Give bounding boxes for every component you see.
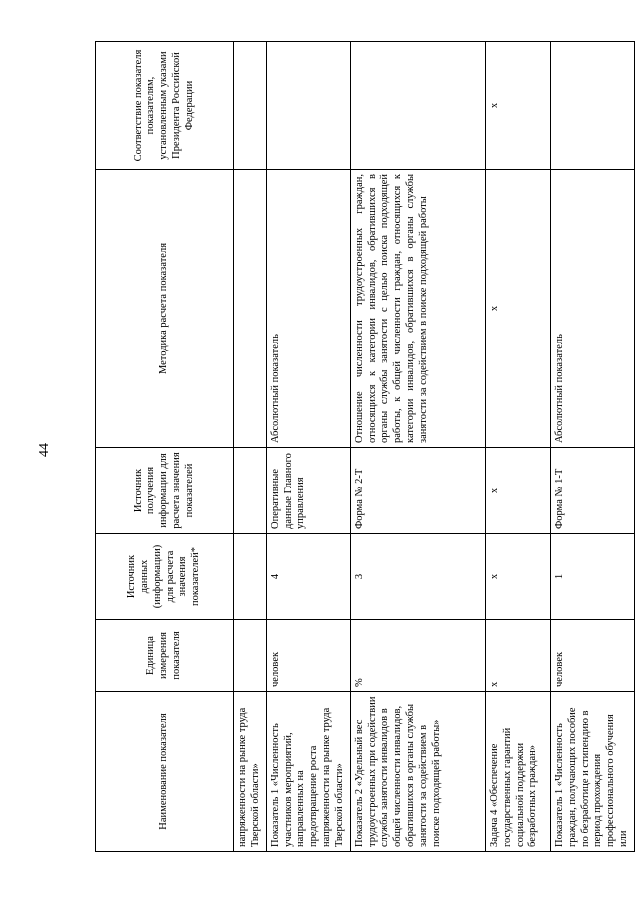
cell-source-info — [234, 448, 267, 534]
cell-method: Отношение численности трудоустроенных граждан, относящихся к категории инвалидов, обратившихся в органы службы занятости с целью поиска подходящей работы, к общей численности граждан, относящихся к категории инвалидов, обратившихся в органы службы занятости за содействием в поиске подходящей работы — [350, 170, 485, 448]
table-row — [266, 42, 350, 852]
cell-compliance — [234, 42, 267, 170]
cell-method — [234, 170, 267, 448]
cell-compliance — [350, 42, 485, 170]
cell-compliance: х — [485, 42, 550, 170]
cell-name: напряженности на рынке труда Тверской области» — [234, 692, 267, 852]
cell-source-info: Оперативные данные Главного управления — [266, 448, 350, 534]
header-compliance: Соответствие показателя показателям, установленным указами Президента Российской Федерации — [96, 42, 234, 170]
header-name: Наименование показателя — [96, 692, 234, 852]
rotated-table-frame — [95, 42, 635, 852]
cell-unit: % — [350, 620, 485, 692]
header-source-info: Источник получения информации для расчета значения показателей — [96, 448, 234, 534]
header-source-calc: Источник данных (информации) для расчета значения показателей* — [96, 534, 234, 620]
cell-source-calc: х — [485, 534, 550, 620]
cell-name: Показатель 1 «Численность участников мероприятий, направленных на предотвращение роста напряженности на рынке труда Тверской области» — [266, 692, 350, 852]
cell-method: Абсолютный показатель — [551, 170, 635, 448]
cell-name: Показатель 1 «Численность граждан, получающих пособие по безработице и стипендию в период прохождения профессионального обучения или — [551, 692, 635, 852]
cell-source-calc: 4 — [266, 534, 350, 620]
cell-name: Показатель 2 «Удельный вес трудоустроенных при содействии службы занятости инвалидов в общей численности инвалидов, обратившихся в органы службы занятости за содействием в поиске подходящей работы» — [350, 692, 485, 852]
header-method: Методика расчета показателя — [96, 170, 234, 448]
table-row — [485, 42, 550, 852]
cell-method: х — [485, 170, 550, 448]
cell-source-info: Форма № 1-Т — [551, 448, 635, 534]
table-row — [350, 42, 485, 852]
header-unit: Единица измерения показателя — [96, 620, 234, 692]
table-header-row — [96, 42, 234, 852]
cell-source-calc — [234, 534, 267, 620]
cell-source-info: Форма № 2-Т — [350, 448, 485, 534]
table-row — [234, 42, 267, 852]
cell-source-calc: 1 — [551, 534, 635, 620]
cell-unit — [234, 620, 267, 692]
cell-unit: х — [485, 620, 550, 692]
cell-method: Абсолютный показатель — [266, 170, 350, 448]
cell-compliance — [266, 42, 350, 170]
cell-source-calc: 3 — [350, 534, 485, 620]
cell-compliance — [551, 42, 635, 170]
table-row — [551, 42, 635, 852]
cell-source-info: х — [485, 448, 550, 534]
cell-unit: человек — [551, 620, 635, 692]
indicators-table — [95, 42, 635, 852]
cell-name: Задача 4 «Обеспечение государственных гарантий социальной поддержки безработных граждан» — [485, 692, 550, 852]
page-number: 44 — [37, 443, 52, 457]
cell-unit: человек — [266, 620, 350, 692]
